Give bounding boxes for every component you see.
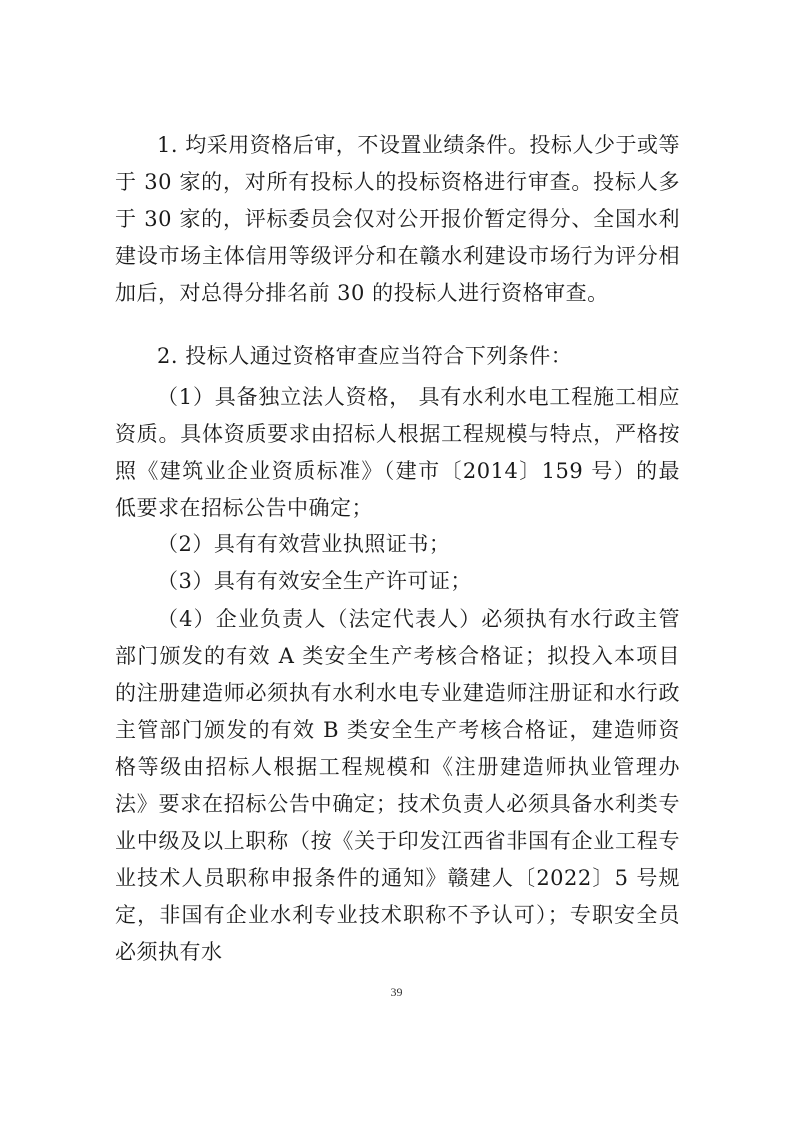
- paragraph-qualification-review: 1. 均采用资格后审，不设置业绩条件。投标人少于或等于 30 家的，对所有投标人的投标资格进行审查。投标人多于 30 家的，评标委员会仅对公开报价暂定得分、全国水利建设市场主体信用等级评分和在赣水利建设市场行为评分相加后，对总得分排名前 30 的投标人进行资格审查。: [115, 133, 680, 305]
- paragraph-condition-3: （3）具有有效安全生产许可证；: [157, 569, 472, 593]
- paragraph-condition-1: （1）具备独立法人资格， 具有水利水电工程施工相应资质。具体资质要求由招标人根据工程规模与特点，严格按照《建筑业企业资质标准》（建市〔2014〕159 号）的最低要求在招标公告中确定；: [115, 385, 680, 520]
- page-number: 39: [390, 985, 403, 999]
- paragraph-conditions-heading: 2. 投标人通过资格审查应当符合下列条件：: [157, 344, 573, 368]
- paragraph-condition-2: （2）具有有效营业执照证书；: [157, 532, 451, 556]
- paragraph-condition-4: （4）企业负责人（法定代表人）必须执有水行政主管部门颁发的有效 A 类安全生产考核合格证；拟投入本项目的注册建造师必须执有水利水电专业建造师注册证和水行政主管部门颁发的有效 B 类安全生产考核合格证，建造师资格等级由招标人根据工程规模和《注册建造师执业管理办法》要求在招标公告中确定；技术负责人必须具备水利类专业中级及以上职称（按《关于印发江西省非国有企业工程专业技术人员职称申报条件的通知》赣建人〔2022〕5 号规定，非国有企业水利专业技术职称不予认可）；专职安全员必须执有水: [115, 607, 680, 964]
